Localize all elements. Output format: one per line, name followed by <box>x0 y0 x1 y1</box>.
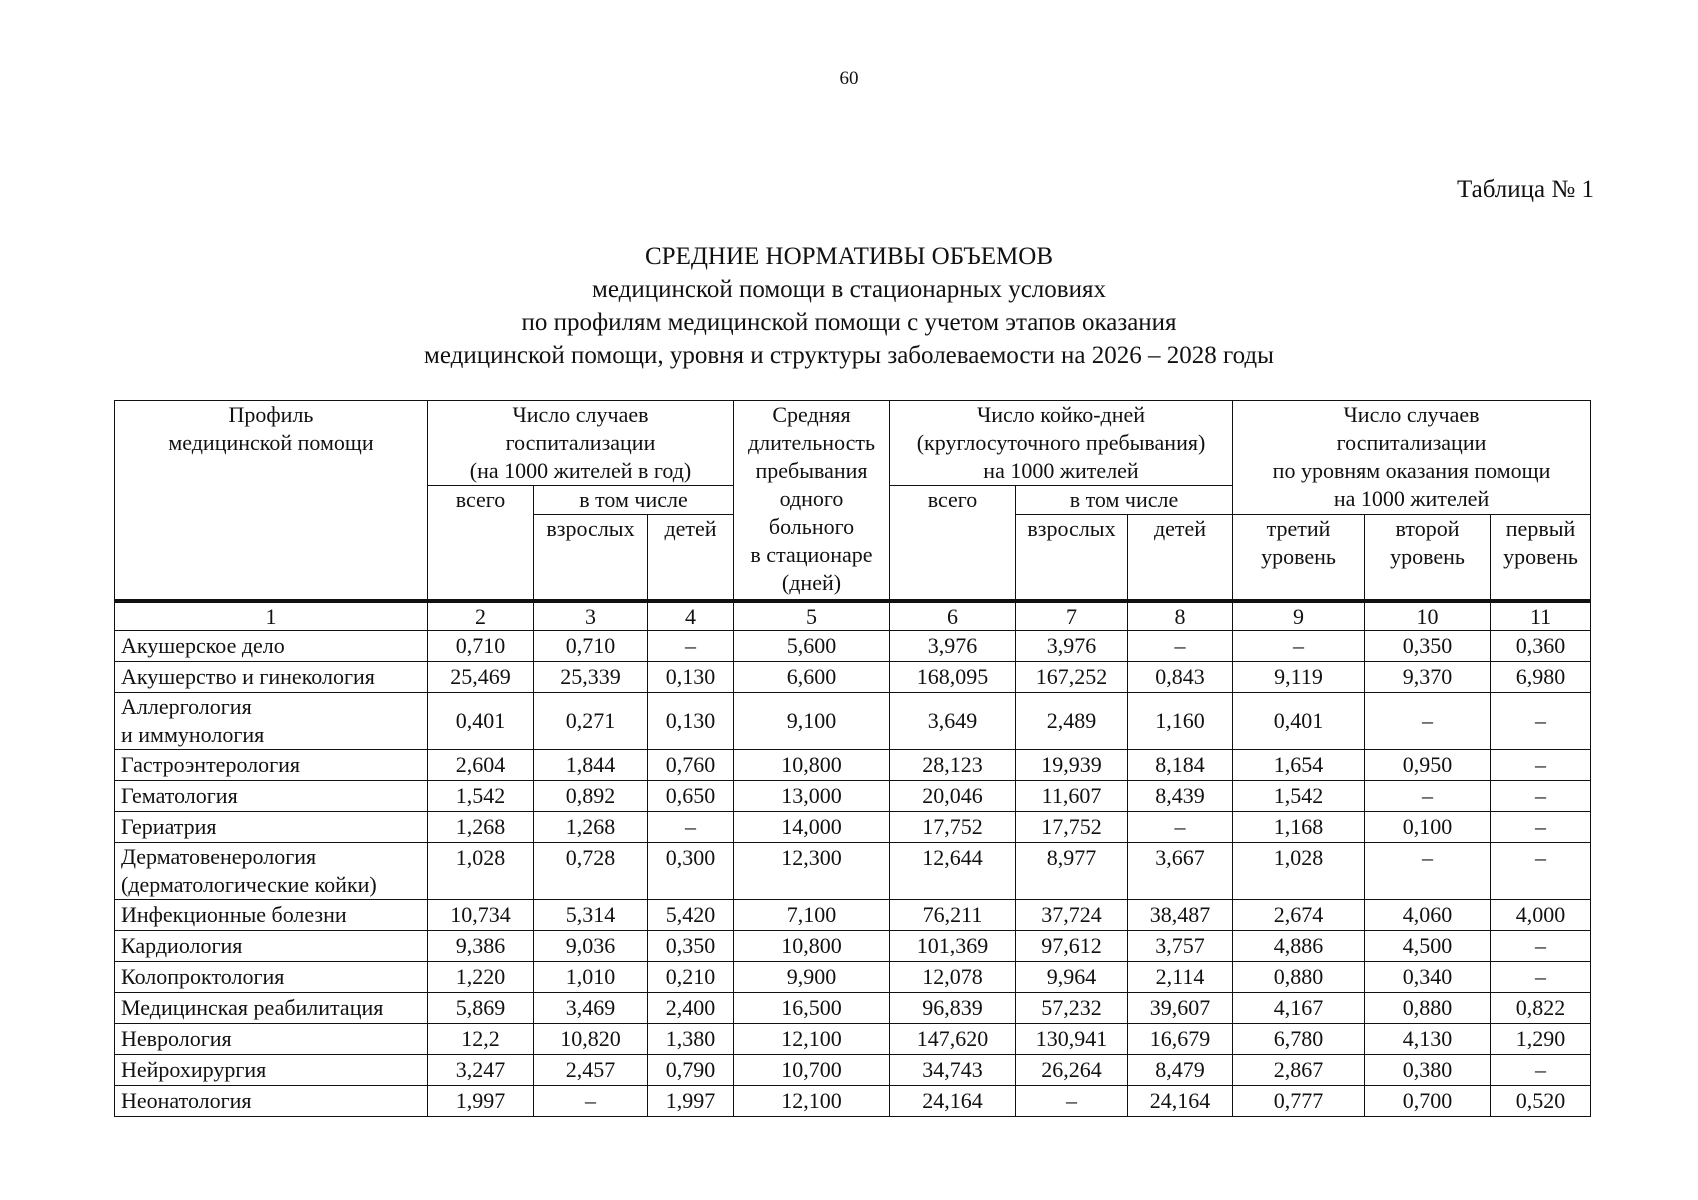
row-value-col-3: 10,820 <box>534 1024 648 1055</box>
row-value-col-10: 4,500 <box>1365 931 1491 962</box>
column-number: 1 <box>115 601 428 631</box>
row-value-col-8: – <box>1128 631 1233 662</box>
row-value-col-3: 0,271 <box>534 693 648 750</box>
row-value-col-9: 9,119 <box>1233 662 1365 693</box>
row-value-col-10: – <box>1365 693 1491 750</box>
table-row <box>115 1086 1591 1117</box>
title-line-3: по профилям медицинской помощи с учетом этапов оказания <box>521 309 1177 336</box>
row-profile: Колопроктология <box>115 962 428 993</box>
row-value-col-2: 25,469 <box>428 662 534 693</box>
row-value-col-2: 2,604 <box>428 750 534 781</box>
row-value-col-6: 24,164 <box>890 1086 1016 1117</box>
row-value-col-2: 9,386 <box>428 931 534 962</box>
header-hosp-cases: Число случаев госпитализации (на 1000 жителей в год) <box>428 401 734 486</box>
row-value-col-3: 1,268 <box>534 812 648 843</box>
row-value-col-6: 12,644 <box>890 843 1016 900</box>
row-value-col-2: 0,401 <box>428 693 534 750</box>
row-profile: Нейрохирургия <box>115 1055 428 1086</box>
row-profile: Гематология <box>115 781 428 812</box>
row-value-col-11: – <box>1491 693 1591 750</box>
row-value-col-4: – <box>648 812 734 843</box>
row-value-col-9: 1,654 <box>1233 750 1365 781</box>
header-bed-adults: взрослых <box>1016 515 1128 602</box>
row-value-col-11: – <box>1491 812 1591 843</box>
header-level-1: первый уровень <box>1491 515 1591 602</box>
row-value-col-9: 2,867 <box>1233 1055 1365 1086</box>
table-row <box>115 693 1591 750</box>
row-value-col-6: 28,123 <box>890 750 1016 781</box>
row-value-col-7: 8,977 <box>1016 843 1128 900</box>
row-value-col-10: – <box>1365 781 1491 812</box>
row-value-col-11: – <box>1491 843 1591 900</box>
row-value-col-6: 12,078 <box>890 962 1016 993</box>
row-value-col-10: 0,380 <box>1365 1055 1491 1086</box>
table-row <box>115 993 1591 1024</box>
row-value-col-5: 6,600 <box>734 662 890 693</box>
row-value-col-5: 16,500 <box>734 993 890 1024</box>
row-value-col-5: 12,100 <box>734 1024 890 1055</box>
row-profile: Гастроэнтерология <box>115 750 428 781</box>
row-value-col-10: 9,370 <box>1365 662 1491 693</box>
table-row <box>115 843 1591 900</box>
table-title <box>0 240 1698 372</box>
row-value-col-2: 5,869 <box>428 993 534 1024</box>
row-value-col-5: 12,300 <box>734 843 890 900</box>
row-value-col-9: 4,167 <box>1233 993 1365 1024</box>
title-line-1: СРЕДНИЕ НОРМАТИВЫ ОБЪЕМОВ <box>644 243 1054 270</box>
row-value-col-11: – <box>1491 962 1591 993</box>
header-bed-including: в том числе <box>1016 486 1233 515</box>
row-value-col-3: 0,892 <box>534 781 648 812</box>
header-hosp-children: детей <box>648 515 734 602</box>
row-value-col-3: 2,457 <box>534 1055 648 1086</box>
row-value-col-9: 1,542 <box>1233 781 1365 812</box>
table-row <box>115 812 1591 843</box>
table-row <box>115 962 1591 993</box>
row-value-col-8: 8,439 <box>1128 781 1233 812</box>
row-value-col-7: 57,232 <box>1016 993 1128 1024</box>
row-value-col-5: 10,800 <box>734 750 890 781</box>
row-profile: Медицинская реабилитация <box>115 993 428 1024</box>
row-value-col-4: 0,130 <box>648 662 734 693</box>
row-value-col-10: 0,340 <box>1365 962 1491 993</box>
table-row <box>115 750 1591 781</box>
page-number: 60 <box>839 68 859 89</box>
row-value-col-2: 1,997 <box>428 1086 534 1117</box>
row-value-col-2: 10,734 <box>428 900 534 931</box>
row-profile: Аллергология и иммунология <box>115 693 428 750</box>
header-avg-duration: Средняя длительность пребывания одного больного в стационаре (дней) <box>734 401 890 602</box>
header-hosp-including: в том числе <box>534 486 734 515</box>
row-value-col-4: – <box>648 631 734 662</box>
row-value-col-11: – <box>1491 750 1591 781</box>
row-value-col-3: 1,844 <box>534 750 648 781</box>
table-row <box>115 631 1591 662</box>
row-value-col-7: 17,752 <box>1016 812 1128 843</box>
row-value-col-8: 24,164 <box>1128 1086 1233 1117</box>
row-value-col-3: 0,728 <box>534 843 648 900</box>
row-value-col-11: 0,822 <box>1491 993 1591 1024</box>
row-profile: Неврология <box>115 1024 428 1055</box>
table-row <box>115 931 1591 962</box>
row-value-col-11: 0,520 <box>1491 1086 1591 1117</box>
row-profile: Инфекционные болезни <box>115 900 428 931</box>
row-value-col-5: 10,800 <box>734 931 890 962</box>
column-number: 4 <box>648 601 734 631</box>
row-value-col-3: – <box>534 1086 648 1117</box>
row-value-col-8: 2,114 <box>1128 962 1233 993</box>
row-profile: Акушерство и гинекология <box>115 662 428 693</box>
row-value-col-5: 13,000 <box>734 781 890 812</box>
row-value-col-6: 96,839 <box>890 993 1016 1024</box>
row-value-col-7: 19,939 <box>1016 750 1128 781</box>
table-row <box>115 900 1591 931</box>
column-number: 9 <box>1233 601 1365 631</box>
header-level-2: второй уровень <box>1365 515 1491 602</box>
row-value-col-7: 3,976 <box>1016 631 1128 662</box>
row-value-col-4: 5,420 <box>648 900 734 931</box>
row-value-col-9: 0,777 <box>1233 1086 1365 1117</box>
column-number: 10 <box>1365 601 1491 631</box>
row-value-col-6: 147,620 <box>890 1024 1016 1055</box>
row-value-col-8: 38,487 <box>1128 900 1233 931</box>
row-value-col-5: 9,900 <box>734 962 890 993</box>
row-value-col-9: 6,780 <box>1233 1024 1365 1055</box>
row-value-col-3: 3,469 <box>534 993 648 1024</box>
row-value-col-6: 168,095 <box>890 662 1016 693</box>
row-value-col-10: 0,100 <box>1365 812 1491 843</box>
column-number: 3 <box>534 601 648 631</box>
row-profile: Дерматовенерология (дерматологические койки) <box>115 843 428 900</box>
header-hosp-total: всего <box>428 486 534 602</box>
column-number: 7 <box>1016 601 1128 631</box>
row-value-col-7: 167,252 <box>1016 662 1128 693</box>
row-value-col-6: 3,976 <box>890 631 1016 662</box>
row-value-col-8: 16,679 <box>1128 1024 1233 1055</box>
header-bed-children: детей <box>1128 515 1233 602</box>
row-value-col-11: – <box>1491 1055 1591 1086</box>
row-value-col-4: 0,650 <box>648 781 734 812</box>
row-value-col-10: – <box>1365 843 1491 900</box>
row-value-col-11: 4,000 <box>1491 900 1591 931</box>
row-value-col-5: 12,100 <box>734 1086 890 1117</box>
row-value-col-5: 10,700 <box>734 1055 890 1086</box>
norms-table-wrapper <box>114 400 1590 1117</box>
row-value-col-9: 4,886 <box>1233 931 1365 962</box>
row-value-col-3: 0,710 <box>534 631 648 662</box>
row-value-col-10: 4,130 <box>1365 1024 1491 1055</box>
row-value-col-6: 20,046 <box>890 781 1016 812</box>
row-value-col-2: 1,268 <box>428 812 534 843</box>
title-line-4: медицинской помощи, уровня и структуры заболеваемости на 2026 – 2028 годы <box>424 342 1274 369</box>
row-value-col-4: 0,790 <box>648 1055 734 1086</box>
row-value-col-7: 130,941 <box>1016 1024 1128 1055</box>
row-profile: Кардиология <box>115 931 428 962</box>
row-value-col-9: 0,401 <box>1233 693 1365 750</box>
header-bed-days: Число койко-дней (круглосуточного пребывания) на 1000 жителей <box>890 401 1233 486</box>
column-number: 2 <box>428 601 534 631</box>
row-value-col-9: – <box>1233 631 1365 662</box>
row-value-col-11: – <box>1491 781 1591 812</box>
row-profile: Неонатология <box>115 1086 428 1117</box>
row-value-col-11: 0,360 <box>1491 631 1591 662</box>
row-value-col-11: – <box>1491 931 1591 962</box>
header-profile: Профиль медицинской помощи <box>115 401 428 602</box>
table-row <box>115 1024 1591 1055</box>
row-value-col-4: 1,380 <box>648 1024 734 1055</box>
row-value-col-2: 1,028 <box>428 843 534 900</box>
row-value-col-2: 12,2 <box>428 1024 534 1055</box>
title-line-2: медицинской помощи в стационарных условиях <box>592 276 1106 303</box>
row-value-col-6: 3,649 <box>890 693 1016 750</box>
row-value-col-2: 3,247 <box>428 1055 534 1086</box>
row-value-col-3: 9,036 <box>534 931 648 962</box>
row-value-col-4: 1,997 <box>648 1086 734 1117</box>
table-body <box>115 631 1591 1117</box>
row-value-col-6: 101,369 <box>890 931 1016 962</box>
header-by-levels: Число случаев госпитализации по уровням оказания помощи на 1000 жителей <box>1233 401 1591 515</box>
table-row <box>115 1055 1591 1086</box>
header-hosp-adults: взрослых <box>534 515 648 602</box>
row-value-col-10: 0,700 <box>1365 1086 1491 1117</box>
row-value-col-4: 2,400 <box>648 993 734 1024</box>
row-value-col-8: 3,757 <box>1128 931 1233 962</box>
row-value-col-7: 37,724 <box>1016 900 1128 931</box>
row-value-col-11: 1,290 <box>1491 1024 1591 1055</box>
row-profile: Акушерское дело <box>115 631 428 662</box>
table-row <box>115 781 1591 812</box>
row-value-col-10: 4,060 <box>1365 900 1491 931</box>
table-label: Таблица № 1 <box>1456 176 1594 203</box>
row-value-col-4: 0,130 <box>648 693 734 750</box>
row-value-col-8: 8,184 <box>1128 750 1233 781</box>
row-profile: Гериатрия <box>115 812 428 843</box>
row-value-col-8: 39,607 <box>1128 993 1233 1024</box>
row-value-col-8: 3,667 <box>1128 843 1233 900</box>
column-number-row <box>115 601 1591 631</box>
norms-table <box>114 400 1591 1117</box>
row-value-col-6: 34,743 <box>890 1055 1016 1086</box>
row-value-col-9: 0,880 <box>1233 962 1365 993</box>
row-value-col-4: 0,210 <box>648 962 734 993</box>
row-value-col-11: 6,980 <box>1491 662 1591 693</box>
column-number: 8 <box>1128 601 1233 631</box>
row-value-col-5: 5,600 <box>734 631 890 662</box>
row-value-col-7: – <box>1016 1086 1128 1117</box>
row-value-col-8: 8,479 <box>1128 1055 1233 1086</box>
row-value-col-3: 5,314 <box>534 900 648 931</box>
header-level-3: третий уровень <box>1233 515 1365 602</box>
row-value-col-8: 1,160 <box>1128 693 1233 750</box>
row-value-col-7: 26,264 <box>1016 1055 1128 1086</box>
row-value-col-8: 0,843 <box>1128 662 1233 693</box>
row-value-col-5: 7,100 <box>734 900 890 931</box>
row-value-col-7: 9,964 <box>1016 962 1128 993</box>
column-number: 6 <box>890 601 1016 631</box>
row-value-col-8: – <box>1128 812 1233 843</box>
column-number: 11 <box>1491 601 1591 631</box>
row-value-col-7: 97,612 <box>1016 931 1128 962</box>
row-value-col-4: 0,760 <box>648 750 734 781</box>
row-value-col-9: 1,028 <box>1233 843 1365 900</box>
row-value-col-6: 17,752 <box>890 812 1016 843</box>
row-value-col-9: 1,168 <box>1233 812 1365 843</box>
row-value-col-7: 11,607 <box>1016 781 1128 812</box>
column-number: 5 <box>734 601 890 631</box>
row-value-col-10: 0,950 <box>1365 750 1491 781</box>
row-value-col-6: 76,211 <box>890 900 1016 931</box>
row-value-col-5: 9,100 <box>734 693 890 750</box>
row-value-col-4: 0,300 <box>648 843 734 900</box>
row-value-col-7: 2,489 <box>1016 693 1128 750</box>
row-value-col-5: 14,000 <box>734 812 890 843</box>
row-value-col-9: 2,674 <box>1233 900 1365 931</box>
row-value-col-2: 1,220 <box>428 962 534 993</box>
row-value-col-3: 25,339 <box>534 662 648 693</box>
table-row <box>115 662 1591 693</box>
row-value-col-10: 0,350 <box>1365 631 1491 662</box>
row-value-col-10: 0,880 <box>1365 993 1491 1024</box>
row-value-col-4: 0,350 <box>648 931 734 962</box>
header-bed-total: всего <box>890 486 1016 602</box>
row-value-col-3: 1,010 <box>534 962 648 993</box>
row-value-col-2: 1,542 <box>428 781 534 812</box>
row-value-col-2: 0,710 <box>428 631 534 662</box>
